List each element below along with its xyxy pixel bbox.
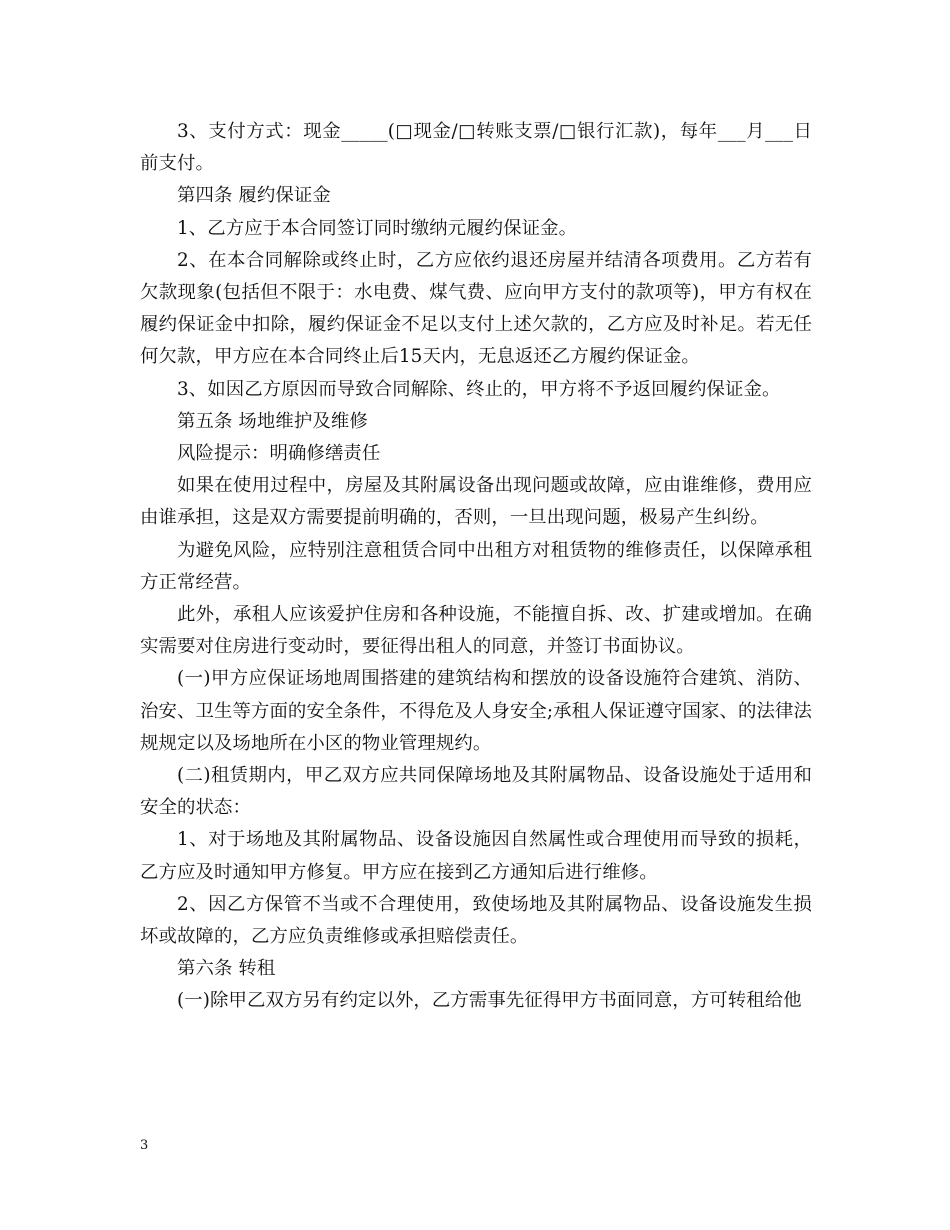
maintenance-paragraph-2: 为避免风险，应特别注意租赁合同中出租方对租赁物的维修责任，以保障承租方正常经营。 (140, 539, 812, 593)
repair-clause-2: 2、因乙方保管不当或不合理使用，致使场地及其附属物品、设备设施发生损坏或故障的，乙方应负责维修或承担赔偿责任。 (140, 893, 812, 948)
article-4-heading: 第四条 履约保证金 (177, 185, 331, 207)
maintenance-paragraph-1: 如果在使用过程中，房屋及其附属设备出现问题或故障，应由谁维修，费用应由谁承担，这是双方需要提前明确的，否则，一旦出现问题，极易产生纠纷。 (140, 475, 812, 529)
page-number: 3 (140, 1138, 149, 1153)
article-6-heading: 第六条 转租 (177, 958, 276, 980)
document-body (140, 116, 812, 1018)
landlord-safety-clause: (一)甲方应保证场地周围搭建的建筑结构和摆放的设备设施符合建筑、消防、治安、卫生等方面的安全条件，不得危及人身安全;承租人保证遵守国家、的法律法规规定以及场地所在小区的物业管理规约。 (140, 668, 812, 754)
payment-method-clause: 3、支付方式：现金_____(□现金/□转账支票/□银行汇款)，每年___月___日前支付。 (140, 121, 812, 175)
deposit-clause-1: 1、乙方应于本合同签订同时缴纳元履约保证金。 (177, 217, 578, 239)
joint-safety-clause: (二)租赁期内，甲乙双方应共同保障场地及其附属物品、设备设施处于适用和安全的状态： (140, 765, 812, 819)
deposit-clause-2: 2、在本合同解除或终止时，乙方应依约退还房屋并结清各项费用。乙方若有欠款现象(包括但不限于：水电费、煤气费、应向甲方支付的款项等)，甲方有权在履约保证金中扣除，履约保证金不足以支付上述欠款的，乙方应及时补足。若无任何欠款，甲方应在本合同终止后15天内，无息返还乙方履约保证金。 (140, 249, 812, 368)
sublease-clause-1: (一)除甲乙双方另有约定以外，乙方需事先征得甲方书面同意，方可转租给他 (177, 990, 802, 1012)
risk-tip: 风险提示：明确修缮责任 (177, 443, 381, 465)
article-5-heading: 第五条 场地维护及维修 (177, 410, 368, 432)
maintenance-paragraph-3: 此外，承租人应该爱护住房和各种设施，不能擅自拆、改、扩建或增加。在确实需要对住房进行变动时，要征得出租人的同意，并签订书面协议。 (140, 604, 812, 658)
deposit-clause-3: 3、如因乙方原因而导致合同解除、终止的，甲方将不予返回履约保证金。 (177, 378, 781, 400)
repair-clause-1: 1、对于场地及其附属物品、设备设施因自然属性或合理使用而导致的损耗，乙方应及时通知甲方修复。甲方应在接到乙方通知后进行维修。 (140, 829, 812, 883)
